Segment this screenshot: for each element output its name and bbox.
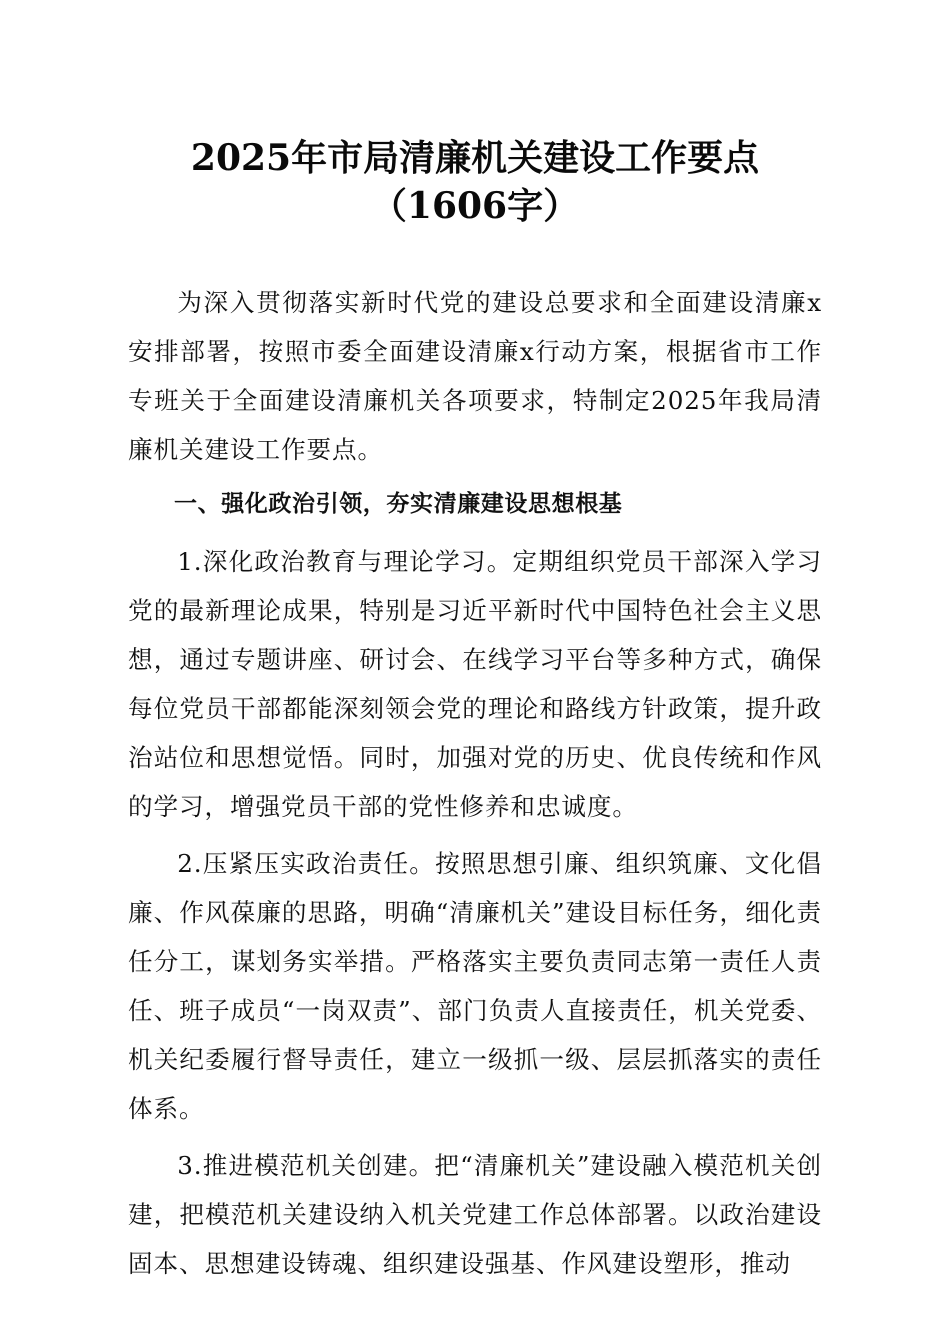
item-paragraph-1: 1.深化政治教育与理论学习。定期组织党员干部深入学习党的最新理论成果，特别是习近平新时代中国特色社会主义思想，通过专题讲座、研讨会、在线学习平台等多种方式，确保每位党员干部都能深刻领会党的理论和路线方针政策，提升政治站位和思想觉悟。同时，加强对党的历史、优良传统和作风的学习，增强党员干部的党性修养和忠诚度。 — [128, 547, 822, 821]
document-body — [128, 278, 822, 1288]
item-paragraph-3: 3.推进模范机关创建。把“清廉机关”建设融入模范机关创建，把模范机关建设纳入机关党建工作总体部署。以政治建设固本、思想建设铸魂、组织建设强基、作风建设塑形，推动 — [128, 1151, 822, 1278]
intro-paragraph: 为深入贯彻落实新时代党的建设总要求和全面建设清廉x安排部署，按照市委全面建设清廉x行动方案，根据省市工作专班关于全面建设清廉机关各项要求，特制定2025年我局清廉机关建设工作要点。 — [128, 288, 822, 464]
document-title: 2025年市局清廉机关建设工作要点（1606字） — [190, 137, 760, 227]
section-heading-1: 一、强化政治引领，夯实清廉建设思想根基 — [174, 491, 623, 517]
item-paragraph-2: 2.压紧压实政治责任。按照思想引廉、组织筑廉、文化倡廉、作风葆廉的思路，明确“清廉机关”建设目标任务，细化责任分工，谋划务实举措。严格落实主要负责同志第一责任人责任、班子成员“一岗双责”、部门负责人直接责任，机关党委、机关纪委履行督导责任，建立一级抓一级、层层抓落实的责任体系。 — [128, 849, 822, 1123]
